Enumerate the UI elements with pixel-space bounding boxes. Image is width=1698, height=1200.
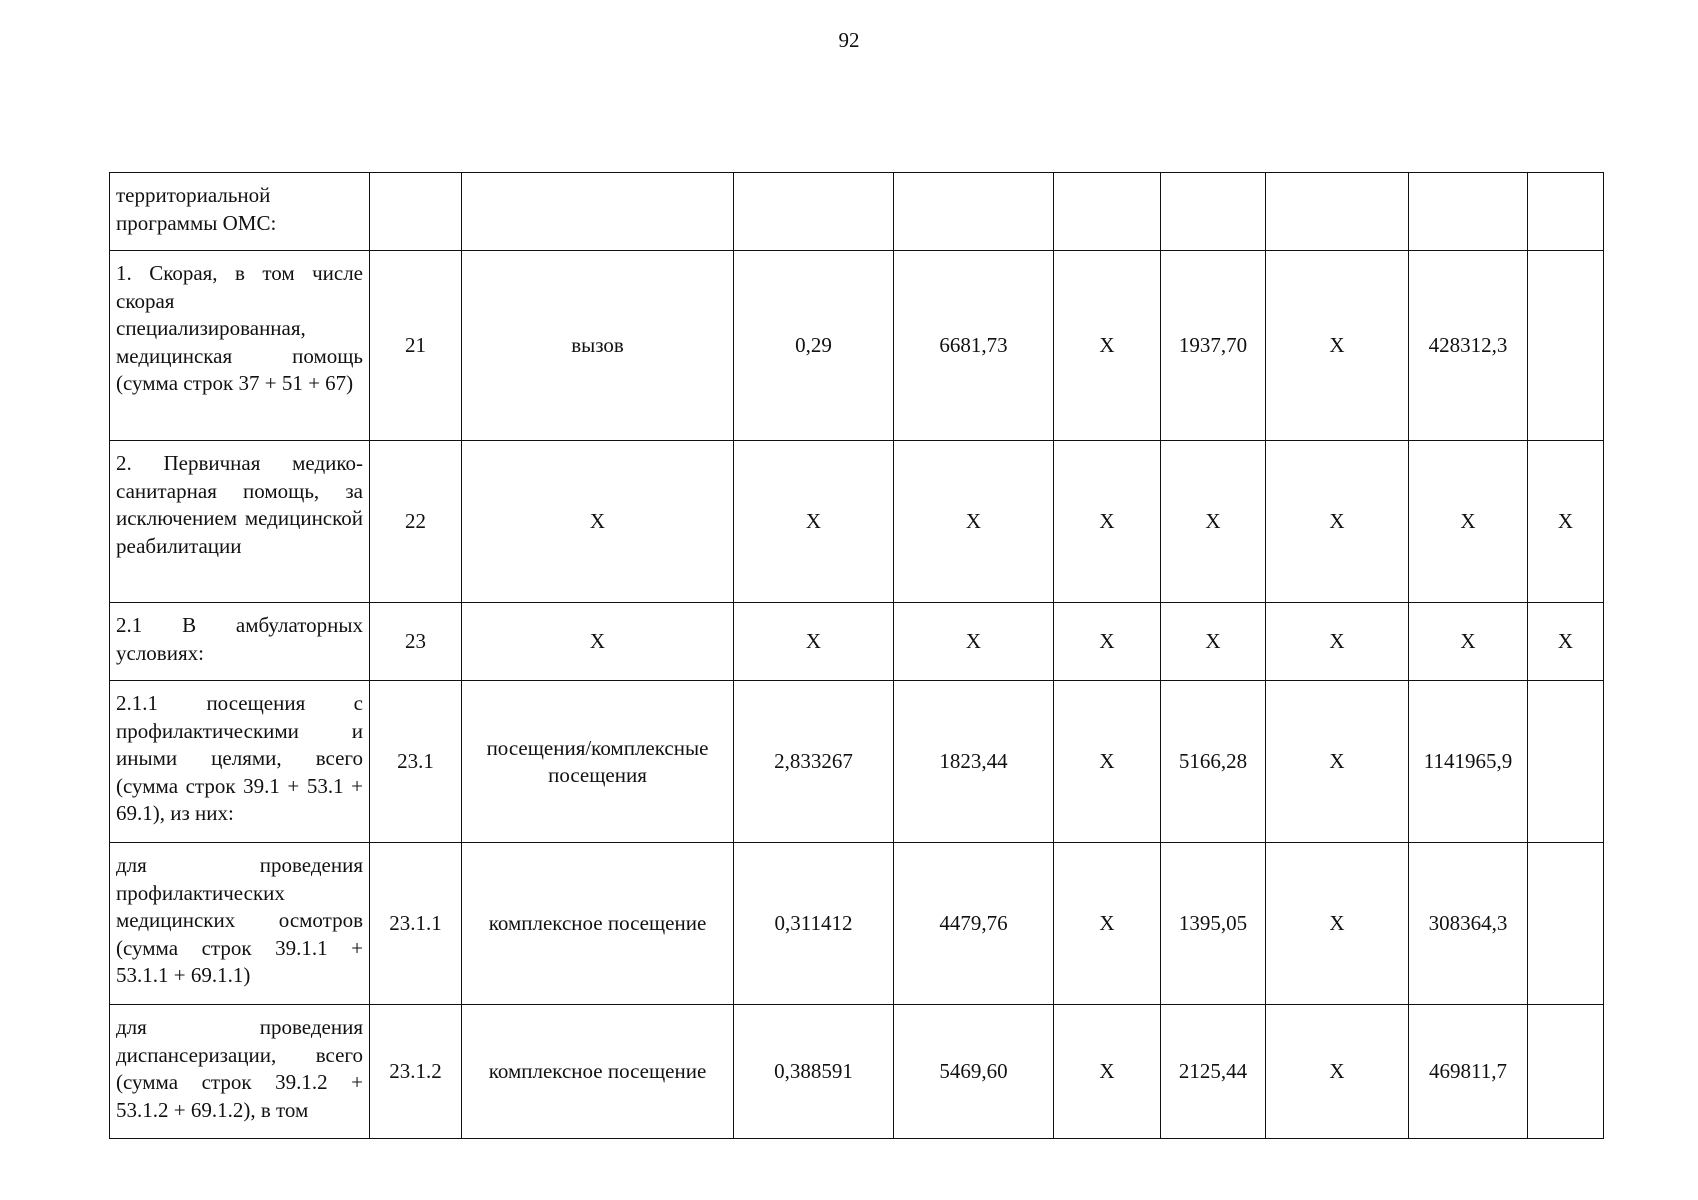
row-col9-cell: X xyxy=(1409,441,1528,603)
row-col9-cell: 308364,3 xyxy=(1409,843,1528,1005)
row-col10-cell xyxy=(1528,251,1604,441)
row-name-cell: 2.1 В амбулаторных условиях: xyxy=(110,603,370,681)
row-col10-cell: X xyxy=(1528,441,1604,603)
row-col10-cell xyxy=(1528,1005,1604,1139)
row-name-cell: 2.1.1 посещения с профилактическими и иными целями, всего (сумма строк 39.1 + 53.1 + 69.1), из них: xyxy=(110,681,370,843)
table-row xyxy=(110,681,1604,843)
row-cost-cell: 4479,76 xyxy=(894,843,1054,1005)
row-col6-cell xyxy=(1054,173,1161,251)
row-col7-cell: 2125,44 xyxy=(1161,1005,1266,1139)
row-col10-cell: X xyxy=(1528,603,1604,681)
row-unit-cell: X xyxy=(462,603,734,681)
row-col8-cell: X xyxy=(1266,251,1409,441)
row-col7-cell: X xyxy=(1161,603,1266,681)
row-name-cell: для проведения профилактических медицинских осмотров (сумма строк 39.1.1 + 53.1.1 + 69.1.1) xyxy=(110,843,370,1005)
row-volume-cell: 0,311412 xyxy=(734,843,894,1005)
table-row xyxy=(110,173,1604,251)
row-col10-cell xyxy=(1528,681,1604,843)
row-col9-cell: 1141965,9 xyxy=(1409,681,1528,843)
row-line-cell xyxy=(370,173,462,251)
row-col7-cell: X xyxy=(1161,441,1266,603)
row-line-cell: 23.1.2 xyxy=(370,1005,462,1139)
row-col6-cell: X xyxy=(1054,1005,1161,1139)
table-row xyxy=(110,843,1604,1005)
row-col10-cell xyxy=(1528,843,1604,1005)
row-col8-cell: X xyxy=(1266,681,1409,843)
table-row xyxy=(110,603,1604,681)
row-cost-cell: X xyxy=(894,603,1054,681)
table-row xyxy=(110,251,1604,441)
table-row xyxy=(110,1005,1604,1139)
row-col7-cell: 5166,28 xyxy=(1161,681,1266,843)
row-unit-cell xyxy=(462,173,734,251)
row-line-cell: 23.1 xyxy=(370,681,462,843)
row-line-cell: 22 xyxy=(370,441,462,603)
row-cost-cell xyxy=(894,173,1054,251)
row-volume-cell: X xyxy=(734,441,894,603)
row-col8-cell: X xyxy=(1266,603,1409,681)
row-col6-cell: X xyxy=(1054,603,1161,681)
row-unit-cell: посещения/комплексные посещения xyxy=(462,681,734,843)
row-col8-cell: X xyxy=(1266,843,1409,1005)
row-col9-cell: X xyxy=(1409,603,1528,681)
financing-table xyxy=(109,172,1604,1139)
row-col9-cell: 428312,3 xyxy=(1409,251,1528,441)
row-col9-cell: 469811,7 xyxy=(1409,1005,1528,1139)
row-cost-cell: 6681,73 xyxy=(894,251,1054,441)
row-line-cell: 21 xyxy=(370,251,462,441)
row-volume-cell: 0,29 xyxy=(734,251,894,441)
row-col7-cell: 1395,05 xyxy=(1161,843,1266,1005)
row-line-cell: 23.1.1 xyxy=(370,843,462,1005)
row-col6-cell: X xyxy=(1054,441,1161,603)
row-col8-cell: X xyxy=(1266,1005,1409,1139)
row-col8-cell xyxy=(1266,173,1409,251)
row-col6-cell: X xyxy=(1054,681,1161,843)
row-name-cell: 2. Первичная медико-санитарная помощь, за исключением медицинской реабилитации xyxy=(110,441,370,603)
page-number: 92 xyxy=(838,28,860,52)
row-unit-cell: X xyxy=(462,441,734,603)
row-col10-cell xyxy=(1528,173,1604,251)
row-volume-cell xyxy=(734,173,894,251)
row-unit-cell: комплексное посещение xyxy=(462,1005,734,1139)
row-col6-cell: X xyxy=(1054,843,1161,1005)
row-col9-cell xyxy=(1409,173,1528,251)
row-name-cell: 1. Скорая, в том числе скорая специализированная, медицинская помощь (сумма строк 37 + 51 + 67) xyxy=(110,251,370,441)
row-unit-cell: вызов xyxy=(462,251,734,441)
table-row xyxy=(110,441,1604,603)
row-cost-cell: 1823,44 xyxy=(894,681,1054,843)
row-cost-cell: X xyxy=(894,441,1054,603)
row-col6-cell: X xyxy=(1054,251,1161,441)
row-col7-cell: 1937,70 xyxy=(1161,251,1266,441)
row-volume-cell: 0,388591 xyxy=(734,1005,894,1139)
row-volume-cell: X xyxy=(734,603,894,681)
row-col7-cell xyxy=(1161,173,1266,251)
row-volume-cell: 2,833267 xyxy=(734,681,894,843)
row-col8-cell: X xyxy=(1266,441,1409,603)
row-line-cell: 23 xyxy=(370,603,462,681)
row-cost-cell: 5469,60 xyxy=(894,1005,1054,1139)
row-name-cell: для проведения диспансеризации, всего (сумма строк 39.1.2 + 53.1.2 + 69.1.2), в том xyxy=(110,1005,370,1139)
row-unit-cell: комплексное посещение xyxy=(462,843,734,1005)
row-name-cell: территориальной программы ОМС: xyxy=(110,173,370,251)
